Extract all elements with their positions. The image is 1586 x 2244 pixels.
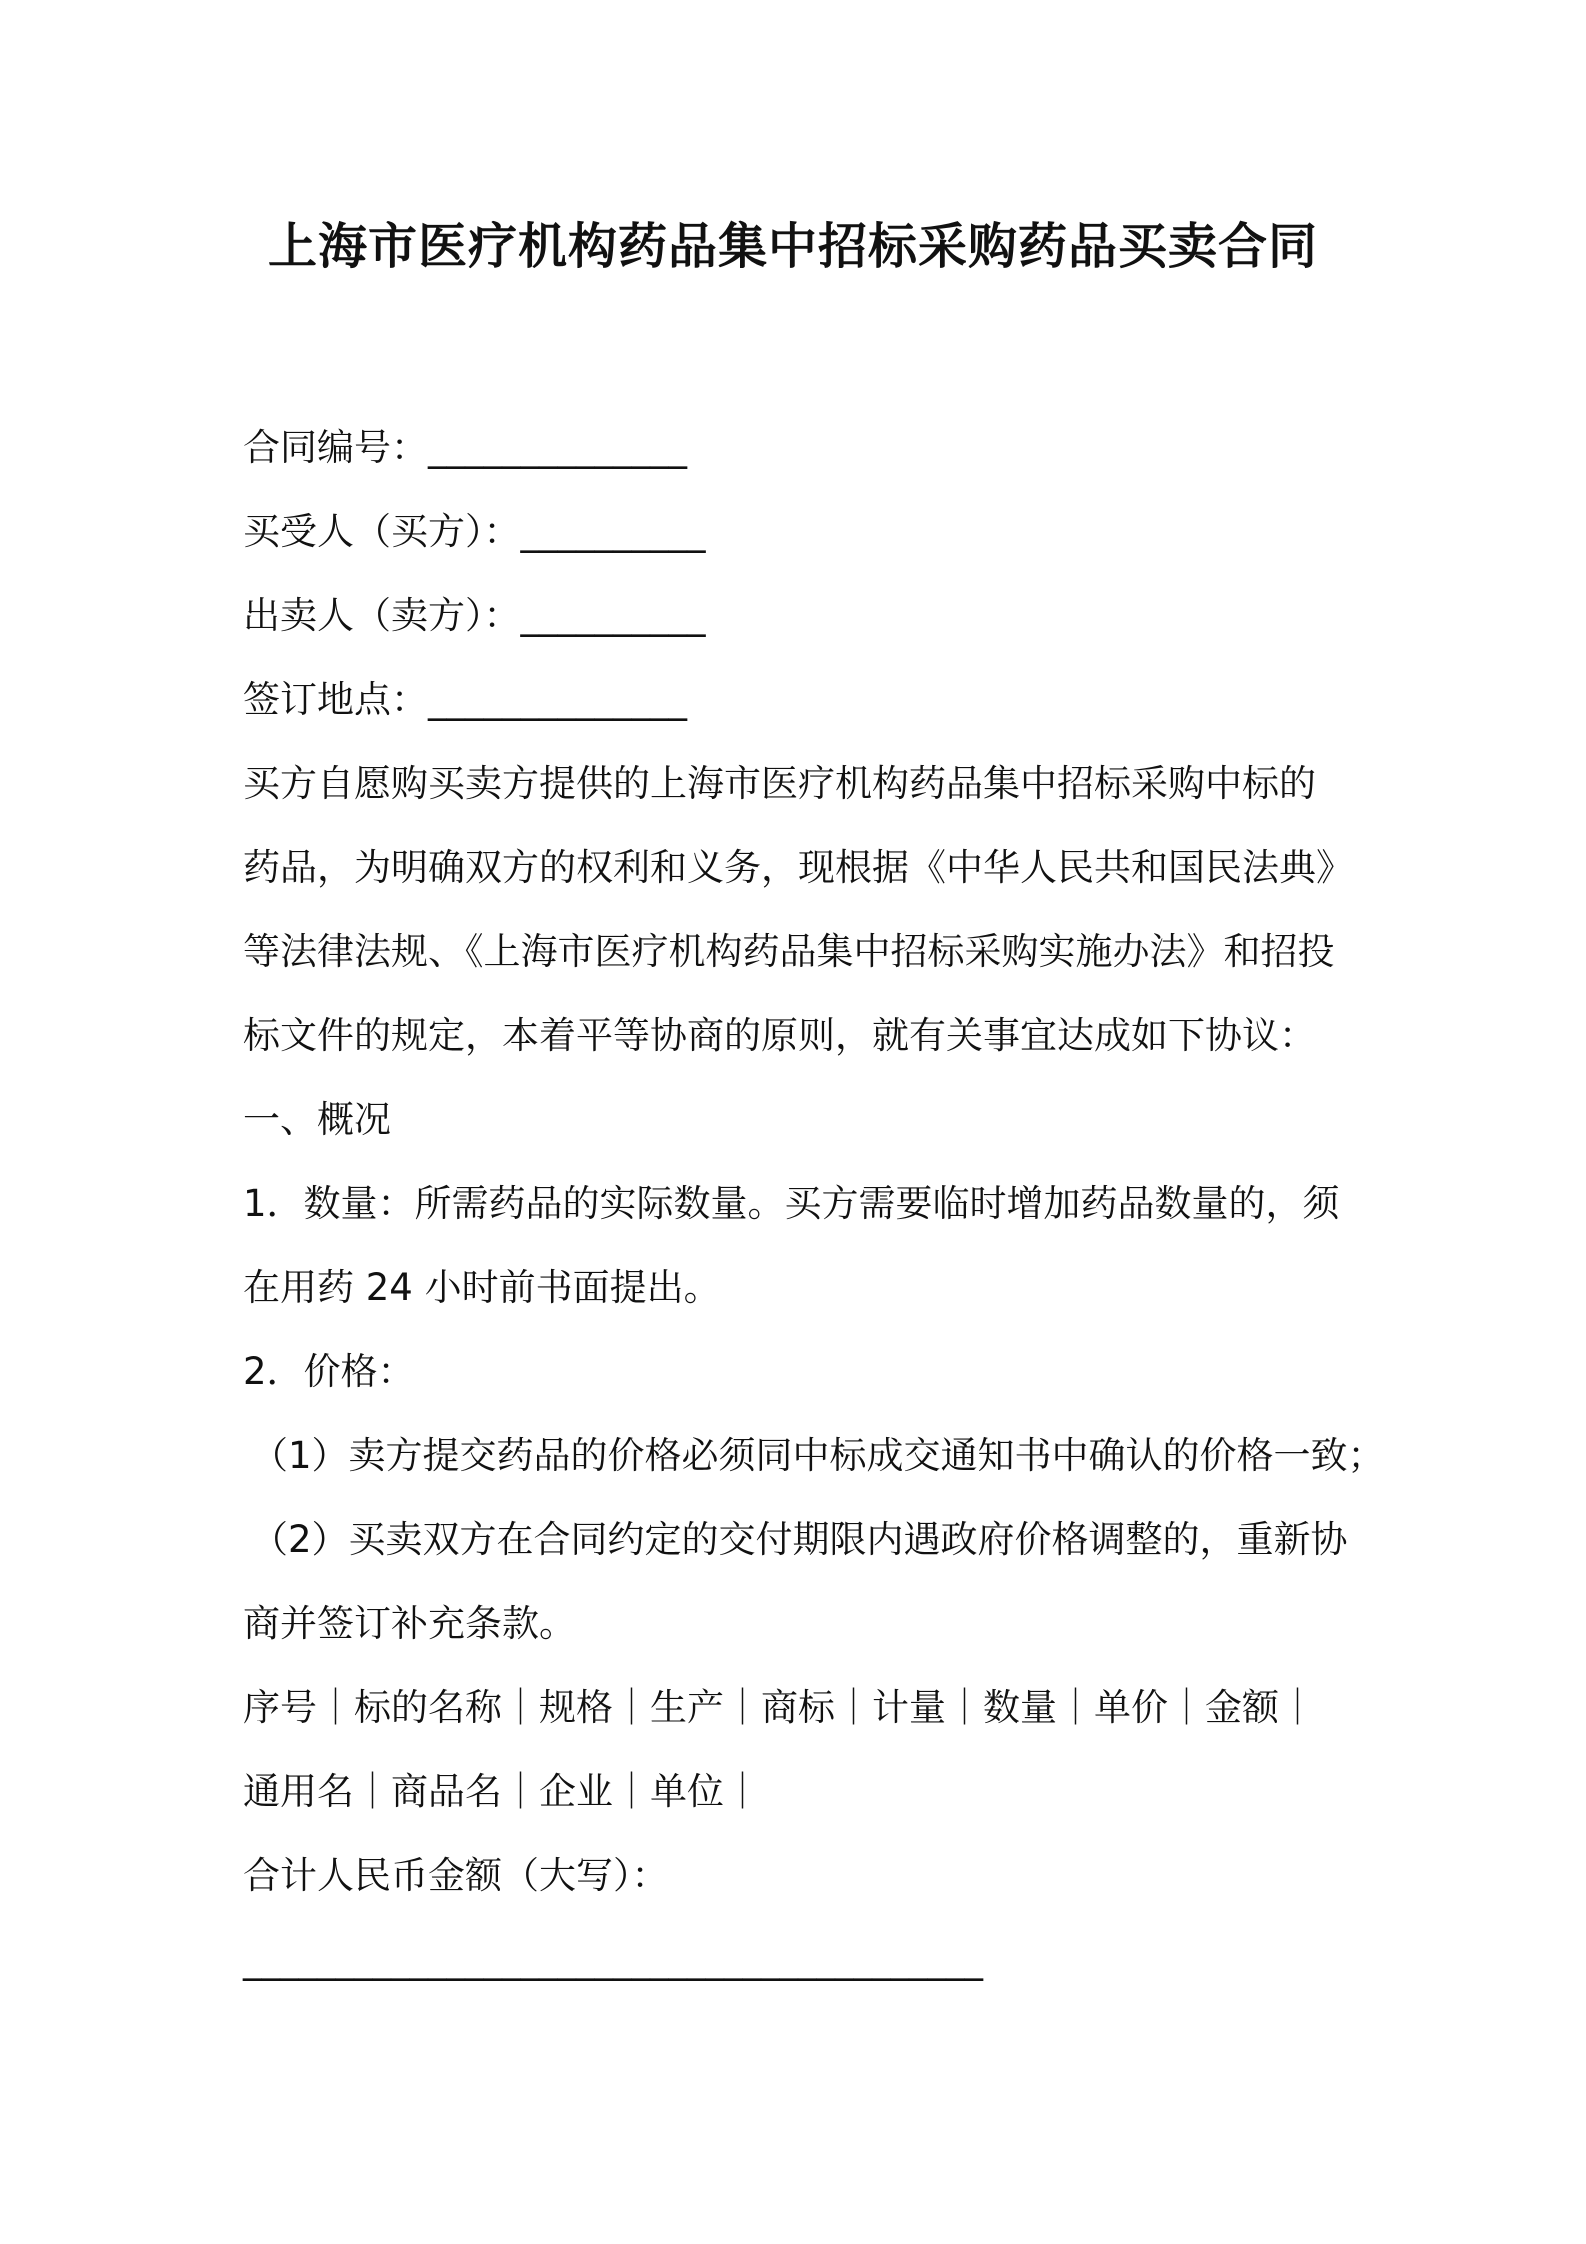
price-subclause-1: （1）卖方提交药品的价格必须同中标成交通知书中确认的价格一致； [251,1434,1385,1477]
total-amount-label: 合计人民币金额（大写）： [243,1854,669,1897]
table-header-row: 通用名｜商品名｜企业｜单位｜ [243,1770,761,1813]
preamble-line: 买方自愿购买卖方提供的上海市医疗机构药品集中招标采购中标的 [243,762,1316,805]
document-title: 上海市医疗机构药品集中招标采购药品买卖合同 [267,218,1318,275]
section-heading: 一、概况 [243,1098,391,1141]
price-subclause-2-line: 商并签订补充条款。 [243,1602,576,1645]
document-body [243,406,1383,2002]
quantity-clause-line: 1．数量：所需药品的实际数量。买方需要临时增加药品数量的，须 [243,1182,1340,1225]
seller-field: 出卖人（卖方）：__________ [243,594,706,637]
signing-place-field: 签订地点：______________ [243,678,687,721]
price-subclause-2-line: （2）买卖双方在合同约定的交付期限内遇政府价格调整的，重新协 [251,1518,1348,1561]
preamble-line: 标文件的规定，本着平等协商的原则，就有关事宜达成如下协议： [243,1014,1316,1057]
total-amount-blank: ________________________________________ [243,1938,983,1981]
quantity-clause-line: 在用药 24 小时前书面提出。 [243,1266,721,1309]
price-clause-heading: 2．价格： [243,1350,415,1393]
table-header-row: 序号｜标的名称｜规格｜生产｜商标｜计量｜数量｜单价｜金额｜ [243,1686,1316,1729]
contract-number-field: 合同编号：______________ [243,426,687,469]
buyer-field: 买受人（买方）：__________ [243,510,706,553]
preamble-line: 等法律法规、《上海市医疗机构药品集中招标采购实施办法》和招投 [243,930,1335,973]
preamble-line: 药品，为明确双方的权利和义务，现根据《中华人民共和国民法典》 [243,846,1353,889]
